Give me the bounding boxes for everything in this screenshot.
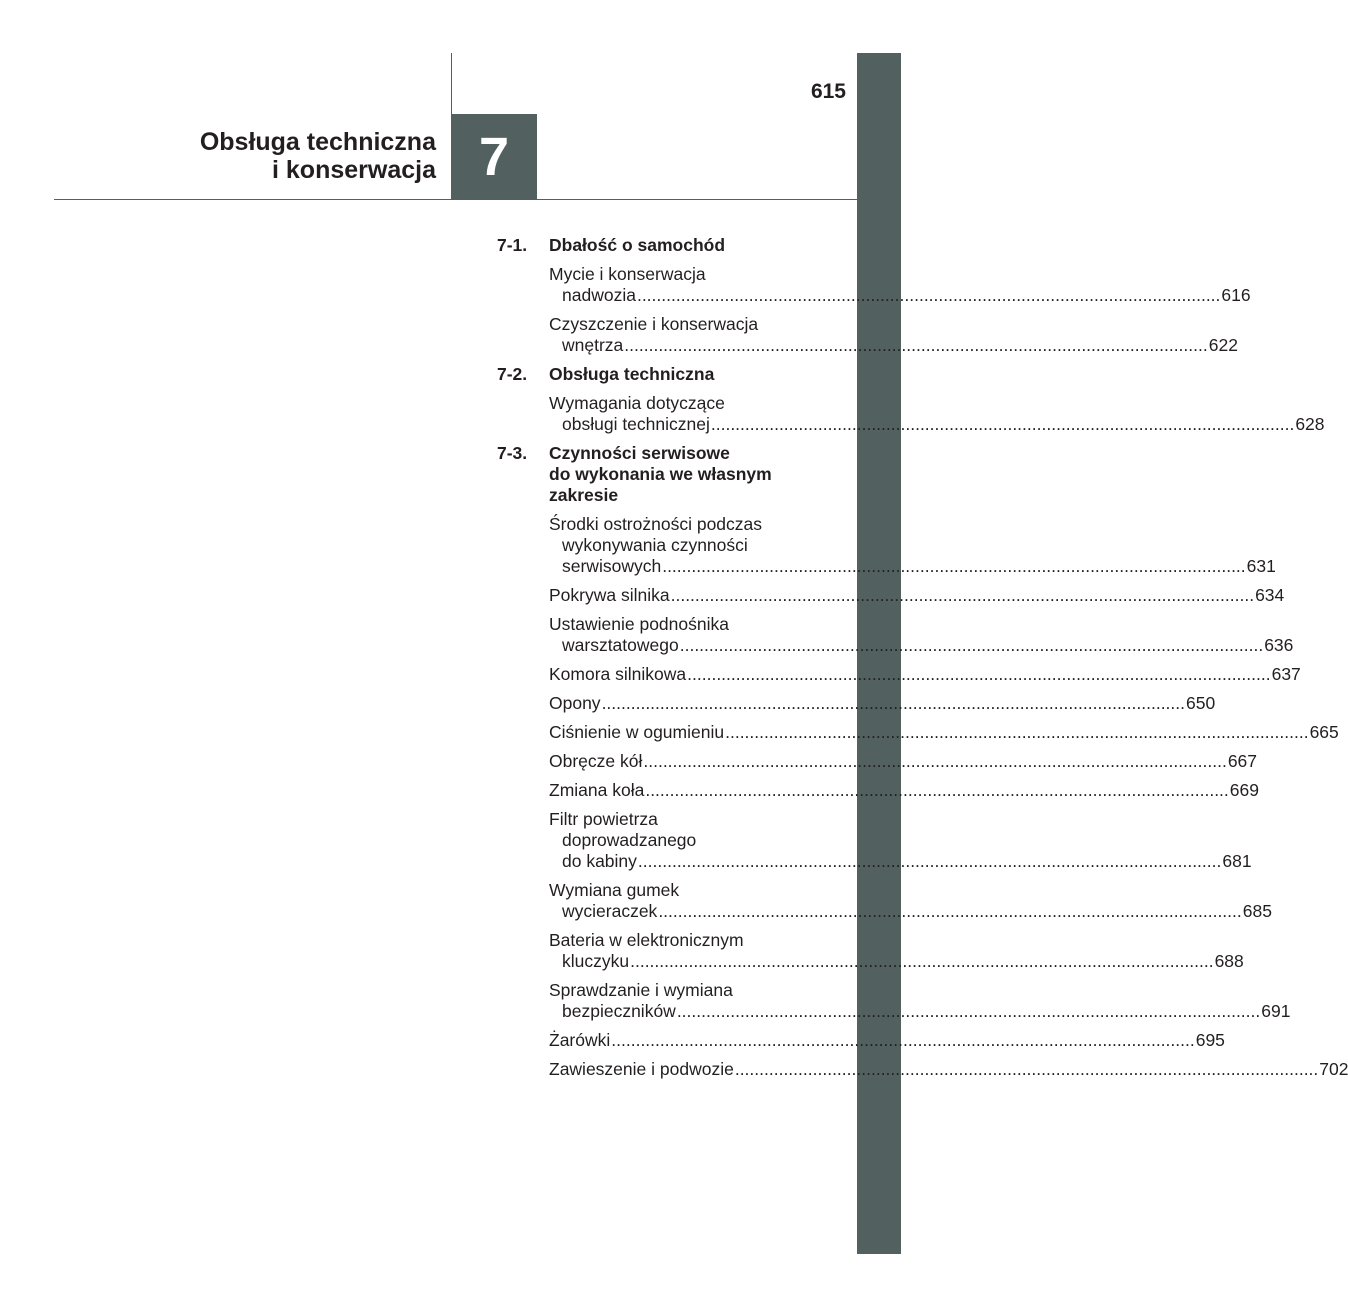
toc-entry-row xyxy=(549,951,1244,972)
toc-section-title-line: Obsługa techniczna xyxy=(549,364,715,384)
toc-entry[interactable] xyxy=(549,614,1294,656)
chapter-title xyxy=(200,128,436,184)
chapter-number-badge: 7 xyxy=(451,114,537,200)
toc-leader-dots: ........................................................................................................................ xyxy=(662,556,1246,576)
toc-section-title-line: do wykonania we własnym xyxy=(549,464,772,484)
chapter-title-line: i konserwacja xyxy=(272,156,436,184)
toc-leader-dots: ........................................................................................................................ xyxy=(643,751,1227,771)
toc-entry-title-line: Środki ostrożności podczas xyxy=(549,514,763,534)
toc-entry-page: 637 xyxy=(1271,664,1301,684)
toc-entry-row xyxy=(549,585,1285,606)
toc-entry-page: 628 xyxy=(1295,414,1325,434)
toc-entry-row xyxy=(549,414,1325,435)
toc-leader-dots: ........................................................................................................................ xyxy=(710,414,1295,434)
toc-entry-page: 665 xyxy=(1309,722,1339,742)
toc-entry-row xyxy=(549,335,1238,356)
toc-entry-title-line: Mycie i konserwacja xyxy=(549,264,706,284)
toc-section-title-line: zakresie xyxy=(549,485,619,505)
toc-leader-dots: ........................................................................................................................ xyxy=(624,335,1208,355)
toc-entry[interactable] xyxy=(549,980,1291,1022)
toc-section-heading xyxy=(497,364,823,385)
toc-leader-dots: ........................................................................................................................ xyxy=(630,951,1214,971)
toc-entry-page: 695 xyxy=(1195,1030,1225,1050)
toc-entry-page: 691 xyxy=(1261,1001,1291,1021)
toc-entry-title-line: Wymagania dotyczące xyxy=(549,393,725,413)
toc-entry[interactable] xyxy=(549,751,1258,772)
toc-entry-page: 634 xyxy=(1255,585,1285,605)
toc-entry-row xyxy=(549,851,1252,872)
toc-section-heading xyxy=(497,235,823,256)
toc-entry[interactable] xyxy=(549,393,1325,435)
toc-entry-row xyxy=(549,556,1276,577)
toc-entry-row xyxy=(549,635,1294,656)
toc-section-title-line: Dbałość o samochód xyxy=(549,235,726,255)
toc-leader-dots: ........................................................................................................................ xyxy=(670,585,1255,605)
toc-leader-dots: ........................................................................................................................ xyxy=(679,635,1264,655)
toc-entry-title-line: Zawieszenie i podwozie xyxy=(549,1059,734,1079)
toc-entry[interactable] xyxy=(549,664,1301,685)
toc-entry-title-line: wycieraczek xyxy=(562,901,658,921)
toc-entry[interactable] xyxy=(549,514,1276,577)
toc-entry-page: 685 xyxy=(1242,901,1272,921)
toc-entry-row xyxy=(549,285,1251,306)
toc-entry-title-line: Ustawienie podnośnika xyxy=(549,614,729,634)
toc-section-title-line: Czynności serwisowe xyxy=(549,443,730,463)
table-of-contents xyxy=(497,235,1348,1080)
toc-entry-row xyxy=(549,1030,1225,1051)
toc-entry-row xyxy=(549,693,1216,714)
toc-entry-row xyxy=(549,664,1301,685)
toc-entry-title-line: wykonywania czynności xyxy=(562,535,748,555)
chapter-title-line: Obsługa techniczna xyxy=(199,128,436,156)
toc-entry-page: 622 xyxy=(1208,335,1238,355)
toc-entry-page: 667 xyxy=(1227,751,1258,771)
toc-entry-page: 631 xyxy=(1246,556,1276,576)
toc-entry-title-line: serwisowych xyxy=(562,556,662,576)
toc-section-number: 7-3. xyxy=(497,443,528,463)
toc-entry-title-line: nadwozia xyxy=(562,285,636,305)
toc-entry-title-line: Sprawdzanie i wymiana xyxy=(549,980,733,1000)
toc-entry-row xyxy=(549,901,1272,922)
toc-entry-row xyxy=(549,1001,1291,1022)
toc-entry[interactable] xyxy=(549,780,1259,801)
toc-entry-row xyxy=(549,1059,1348,1080)
toc-entry-row xyxy=(549,751,1258,772)
toc-entry-page: 650 xyxy=(1186,693,1216,713)
toc-section-heading xyxy=(497,443,823,506)
toc-entry-title-line: warsztatowego xyxy=(562,635,679,655)
toc-entry[interactable] xyxy=(549,930,1244,972)
toc-entry-title-line: Obręcze kół xyxy=(549,751,643,771)
toc-entry-title-line: Zmiana koła xyxy=(549,780,645,800)
toc-entry-row xyxy=(549,722,1339,743)
toc-entry[interactable] xyxy=(549,314,1238,356)
toc-entry-title-line: wnętrza xyxy=(562,335,624,355)
toc-entry-page: 681 xyxy=(1222,851,1252,871)
toc-entry[interactable] xyxy=(549,1059,1348,1080)
toc-entry[interactable] xyxy=(549,585,1285,606)
toc-entry[interactable] xyxy=(549,1030,1225,1051)
toc-entry[interactable] xyxy=(549,880,1272,922)
toc-leader-dots: ........................................................................................................................ xyxy=(725,722,1309,742)
page-number: 615 xyxy=(810,80,846,103)
toc-leader-dots: ........................................................................................................................ xyxy=(645,780,1229,800)
toc-entry-title-line: Czyszczenie i konserwacja xyxy=(549,314,759,334)
toc-entry-page: 616 xyxy=(1221,285,1251,305)
toc-entry-title-line: Żarówki xyxy=(549,1030,611,1050)
toc-leader-dots: ........................................................................................................................ xyxy=(658,901,1242,921)
toc-entry-row xyxy=(549,780,1259,801)
toc-entry-title-line: bezpieczników xyxy=(562,1001,676,1021)
toc-entry-title-line: kluczyku xyxy=(562,951,630,971)
toc-entry-title-line: doprowadzanego xyxy=(562,830,697,850)
toc-entry[interactable] xyxy=(549,809,1252,872)
toc-entry-title-line: Opony xyxy=(549,693,601,713)
toc-entry-title-line: Wymiana gumek xyxy=(549,880,680,900)
toc-section-number: 7-2. xyxy=(497,364,528,384)
toc-entry[interactable] xyxy=(549,693,1216,714)
toc-leader-dots: ........................................................................................................................ xyxy=(611,1030,1195,1050)
toc-entry[interactable] xyxy=(549,722,1339,743)
toc-entry-title-line: Ciśnienie w ogumieniu xyxy=(549,722,725,742)
toc-leader-dots: ........................................................................................................................ xyxy=(687,664,1271,684)
toc-leader-dots: ........................................................................................................................ xyxy=(676,1001,1261,1021)
toc-leader-dots: ........................................................................................................................ xyxy=(637,851,1222,871)
toc-entry-title-line: obsługi technicznej xyxy=(562,414,710,434)
toc-entry-page: 636 xyxy=(1264,635,1294,655)
toc-entry-page: 669 xyxy=(1229,780,1259,800)
toc-entry-title-line: Komora silnikowa xyxy=(549,664,687,684)
toc-leader-dots: ........................................................................................................................ xyxy=(734,1059,1319,1079)
toc-section-number: 7-1. xyxy=(497,235,528,255)
toc-leader-dots: ........................................................................................................................ xyxy=(636,285,1221,305)
toc-entry-title-line: Filtr powietrza xyxy=(549,809,658,829)
toc-entry[interactable] xyxy=(549,264,1251,306)
toc-entry-page: 688 xyxy=(1214,951,1244,971)
toc-entry-title-line: Bateria w elektronicznym xyxy=(549,930,744,950)
toc-leader-dots: ........................................................................................................................ xyxy=(601,693,1186,713)
toc-entry-page: 702 xyxy=(1319,1059,1348,1079)
toc-entry-title-line: Pokrywa silnika xyxy=(549,585,670,605)
toc-entry-title-line: do kabiny xyxy=(562,851,637,871)
